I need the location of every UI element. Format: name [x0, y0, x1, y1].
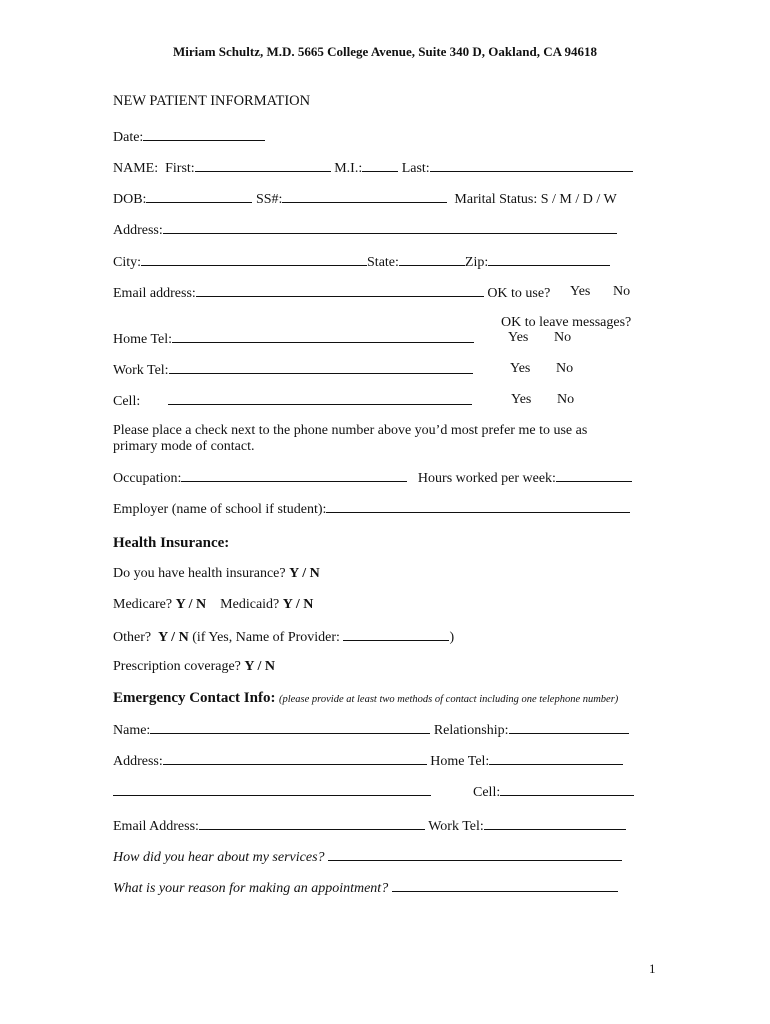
reason-field[interactable] — [392, 878, 618, 892]
emergency-name-label: Name: — [113, 723, 151, 738]
address-row — [113, 220, 617, 240]
hear-label: How did you hear about my services? — [113, 850, 325, 865]
practice-header: Miriam Schultz, M.D. 5665 College Avenue, Suite 340 D, Oakland, CA 94618 — [172, 44, 598, 59]
dob-field[interactable] — [146, 189, 252, 203]
relationship-label: Relationship: — [433, 723, 509, 738]
state-field[interactable] — [399, 252, 465, 266]
address-field[interactable] — [163, 220, 617, 234]
home-tel-no[interactable]: No — [554, 330, 572, 345]
occupation-label: Occupation: — [113, 471, 182, 486]
marital-status[interactable]: Marital Status: S / M / D / W — [454, 192, 617, 207]
provider-label: (if Yes, Name of Provider: — [192, 630, 340, 645]
prescription-row — [113, 658, 275, 676]
emergency-address-line2[interactable] — [113, 782, 431, 796]
state-label: State: — [367, 255, 399, 270]
prescription-label: Prescription coverage? — [113, 659, 241, 674]
medicaid-yn[interactable]: Y / N — [282, 597, 314, 612]
occupation-row — [113, 468, 632, 488]
emergency-cell-label: Cell: — [473, 785, 501, 800]
hear-row — [113, 847, 622, 867]
emergency-heading: Emergency Contact Info: — [113, 690, 276, 706]
insurance-have-label: Do you have health insurance? — [113, 566, 286, 581]
emergency-address-label: Address: — [113, 754, 163, 769]
emergency-heading-row — [113, 689, 618, 709]
insurance-have-yn[interactable]: Y / N — [289, 566, 320, 581]
work-tel-yes[interactable]: Yes — [510, 361, 531, 376]
emergency-home-tel-field[interactable] — [489, 751, 623, 765]
employer-label: Employer (name of school if student): — [113, 502, 327, 517]
name-row — [113, 158, 633, 178]
emergency-email-row — [113, 816, 626, 836]
emergency-note: (please provide at least two methods of contact including one telephone number) — [278, 694, 619, 705]
page-number: 1 — [649, 961, 656, 976]
cell-label: Cell: — [113, 394, 141, 409]
insurance-have-row — [113, 565, 320, 583]
home-tel-yes[interactable]: Yes — [508, 330, 529, 345]
medicare-row — [113, 596, 313, 614]
phone-note-line1: Please place a check next to the phone number above you’d most prefer me to use as — [113, 423, 588, 438]
hear-field[interactable] — [328, 847, 622, 861]
city-label: City: — [113, 255, 142, 270]
phone-note-line2: primary mode of contact. — [113, 439, 255, 454]
employer-field[interactable] — [326, 499, 630, 513]
city-field[interactable] — [141, 252, 367, 266]
name-label: NAME: — [113, 161, 159, 176]
other-yn[interactable]: Y / N — [158, 630, 189, 645]
reason-label: What is your reason for making an appointment? — [113, 881, 389, 896]
emergency-cell-field[interactable] — [500, 782, 634, 796]
other-row — [113, 627, 454, 647]
work-tel-no[interactable]: No — [556, 361, 574, 376]
cell-no[interactable]: No — [557, 392, 575, 407]
ssn-field[interactable] — [282, 189, 447, 203]
address-label: Address: — [113, 223, 163, 238]
zip-label: Zip: — [464, 255, 489, 270]
ssn-label: SS#: — [255, 192, 283, 207]
provider-close: ) — [449, 630, 455, 645]
zip-field[interactable] — [488, 252, 610, 266]
emergency-home-tel-label: Home Tel: — [430, 754, 490, 769]
form-title: NEW PATIENT INFORMATION — [113, 93, 311, 109]
ok-to-use-label: OK to use? — [487, 286, 551, 301]
medicare-label: Medicare? — [113, 597, 173, 612]
dob-label: DOB: — [113, 192, 147, 207]
occupation-field[interactable] — [181, 468, 407, 482]
email-field[interactable] — [196, 283, 484, 297]
emergency-address-row — [113, 751, 623, 771]
emergency-name-field[interactable] — [150, 720, 430, 734]
relationship-field[interactable] — [509, 720, 629, 734]
hours-field[interactable] — [556, 468, 632, 482]
emergency-email-label: Email Address: — [113, 819, 199, 834]
provider-field[interactable] — [343, 627, 449, 641]
email-label: Email address: — [113, 286, 196, 301]
cell-row — [113, 391, 472, 411]
work-tel-row — [113, 360, 473, 380]
home-tel-label: Home Tel: — [113, 332, 173, 347]
cell-field[interactable] — [168, 391, 472, 405]
date-field[interactable] — [143, 127, 265, 141]
dob-row — [113, 189, 617, 209]
emergency-name-row — [113, 720, 629, 740]
emergency-cell-group — [473, 782, 634, 802]
prescription-yn[interactable]: Y / N — [244, 659, 275, 674]
last-name-field[interactable] — [430, 158, 633, 172]
city-row — [113, 252, 610, 272]
mi-label: M.I.: — [334, 161, 363, 176]
first-label: First: — [165, 161, 195, 176]
medicaid-label: Medicaid? — [220, 597, 280, 612]
medicare-yn[interactable]: Y / N — [175, 597, 207, 612]
home-tel-field[interactable] — [172, 329, 474, 343]
first-name-field[interactable] — [195, 158, 331, 172]
last-label: Last: — [401, 161, 430, 176]
reason-row — [113, 878, 618, 898]
work-tel-field[interactable] — [169, 360, 473, 374]
ok-leave-messages-label: OK to leave messages? — [501, 315, 632, 330]
other-label: Other? — [113, 630, 152, 645]
emergency-email-field[interactable] — [199, 816, 425, 830]
date-row — [113, 127, 265, 147]
emergency-work-tel-label: Work Tel: — [428, 819, 484, 834]
mi-field[interactable] — [362, 158, 398, 172]
insurance-heading: Health Insurance: — [113, 535, 230, 551]
employer-row — [113, 499, 630, 519]
email-yes[interactable]: Yes — [570, 284, 591, 299]
email-no[interactable]: No — [613, 284, 631, 299]
work-tel-label: Work Tel: — [113, 363, 169, 378]
emergency-address-field[interactable] — [163, 751, 427, 765]
hours-label: Hours worked per week: — [417, 471, 556, 486]
home-tel-row — [113, 329, 474, 349]
date-label: Date: — [113, 130, 144, 145]
emergency-work-tel-field[interactable] — [484, 816, 626, 830]
email-row — [113, 283, 550, 303]
emergency-cell-row — [113, 782, 431, 802]
cell-yes[interactable]: Yes — [511, 392, 532, 407]
